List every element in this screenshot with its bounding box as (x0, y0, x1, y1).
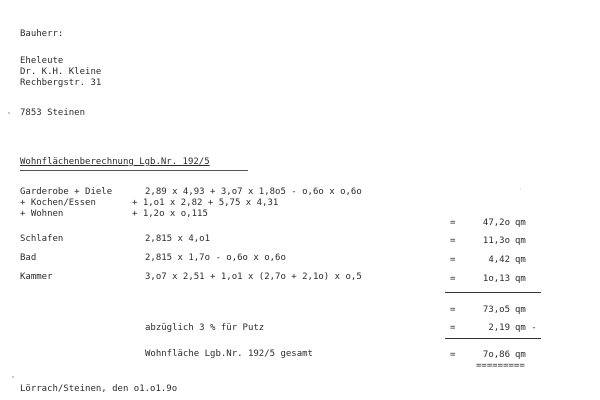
total-label: Wohnfläche Lgb.Nr. 192/5 gesamt (145, 349, 313, 359)
row-equals: = (450, 274, 456, 284)
row-unit: qm (515, 274, 526, 284)
subtotal-unit: qm (515, 305, 526, 315)
deduction-value: 2,19 (488, 323, 510, 333)
owner-city: 7853 Steinen (20, 108, 86, 118)
row-equals: = (450, 255, 456, 265)
row-room: + Wohnen (20, 209, 64, 219)
row-value: 4,42 (488, 255, 510, 265)
row-calc: + 1,o1 x 2,82 + 5,75 x 4,31 (132, 198, 279, 208)
deduction-unit: qm - (515, 323, 537, 333)
heading-rule (20, 170, 248, 171)
row-value: 47,2o (482, 218, 510, 228)
subtotal-equals: = (450, 305, 456, 315)
row-value: 1o,13 (482, 274, 510, 284)
row-value: 11,3o (482, 236, 510, 246)
scan-speck (12, 376, 14, 378)
row-calc: 2,89 x 4,93 + 3,o7 x 1,8o5 - o,6o x o,6o (145, 187, 362, 197)
total-equals: = (450, 350, 456, 360)
deduction-label: abzüglich 3 % für Putz (145, 323, 265, 333)
scan-speck (8, 112, 10, 114)
row-calc: + 1,2o x o,115 (132, 209, 208, 219)
row-room: Bad (20, 253, 37, 263)
scan-speck (520, 188, 521, 189)
row-equals: = (450, 218, 456, 228)
row-unit: qm (515, 218, 526, 228)
owner-line-1: Eheleute (20, 56, 64, 66)
row-room: + Kochen/Essen (20, 198, 96, 208)
total-value: 7o,86 (482, 350, 510, 360)
row-unit: qm (515, 236, 526, 246)
total-double-rule: ========= (476, 361, 525, 371)
total-unit: qm (515, 350, 526, 360)
subtotal-value: 73,o5 (482, 305, 510, 315)
deduction-rule (445, 338, 541, 339)
owner-label: Bauherr: (20, 29, 64, 39)
row-room: Garderobe + Diele (20, 187, 113, 197)
row-unit: qm (515, 255, 526, 265)
owner-line-3: Rechbergstr. 31 (20, 78, 102, 88)
row-room: Kammer (20, 272, 53, 282)
owner-line-2: Dr. K.H. Kleine (20, 67, 102, 77)
page-title: Wohnflächenberechnung Lgb.Nr. 192/5 (20, 157, 210, 167)
deduction-equals: = (450, 323, 456, 333)
row-room: Schlafen (20, 234, 64, 244)
row-equals: = (450, 236, 456, 246)
place-date: Lörrach/Steinen, den o1.o1.9o (20, 384, 178, 394)
row-calc: 2,815 x 1,7o - o,6o x o,6o (145, 253, 286, 263)
row-calc: 3,o7 x 2,51 + 1,o1 x (2,7o + 2,1o) x o,5 (145, 272, 362, 282)
row-calc: 2,815 x 4,o1 (145, 234, 211, 244)
sum-rule (445, 292, 541, 293)
